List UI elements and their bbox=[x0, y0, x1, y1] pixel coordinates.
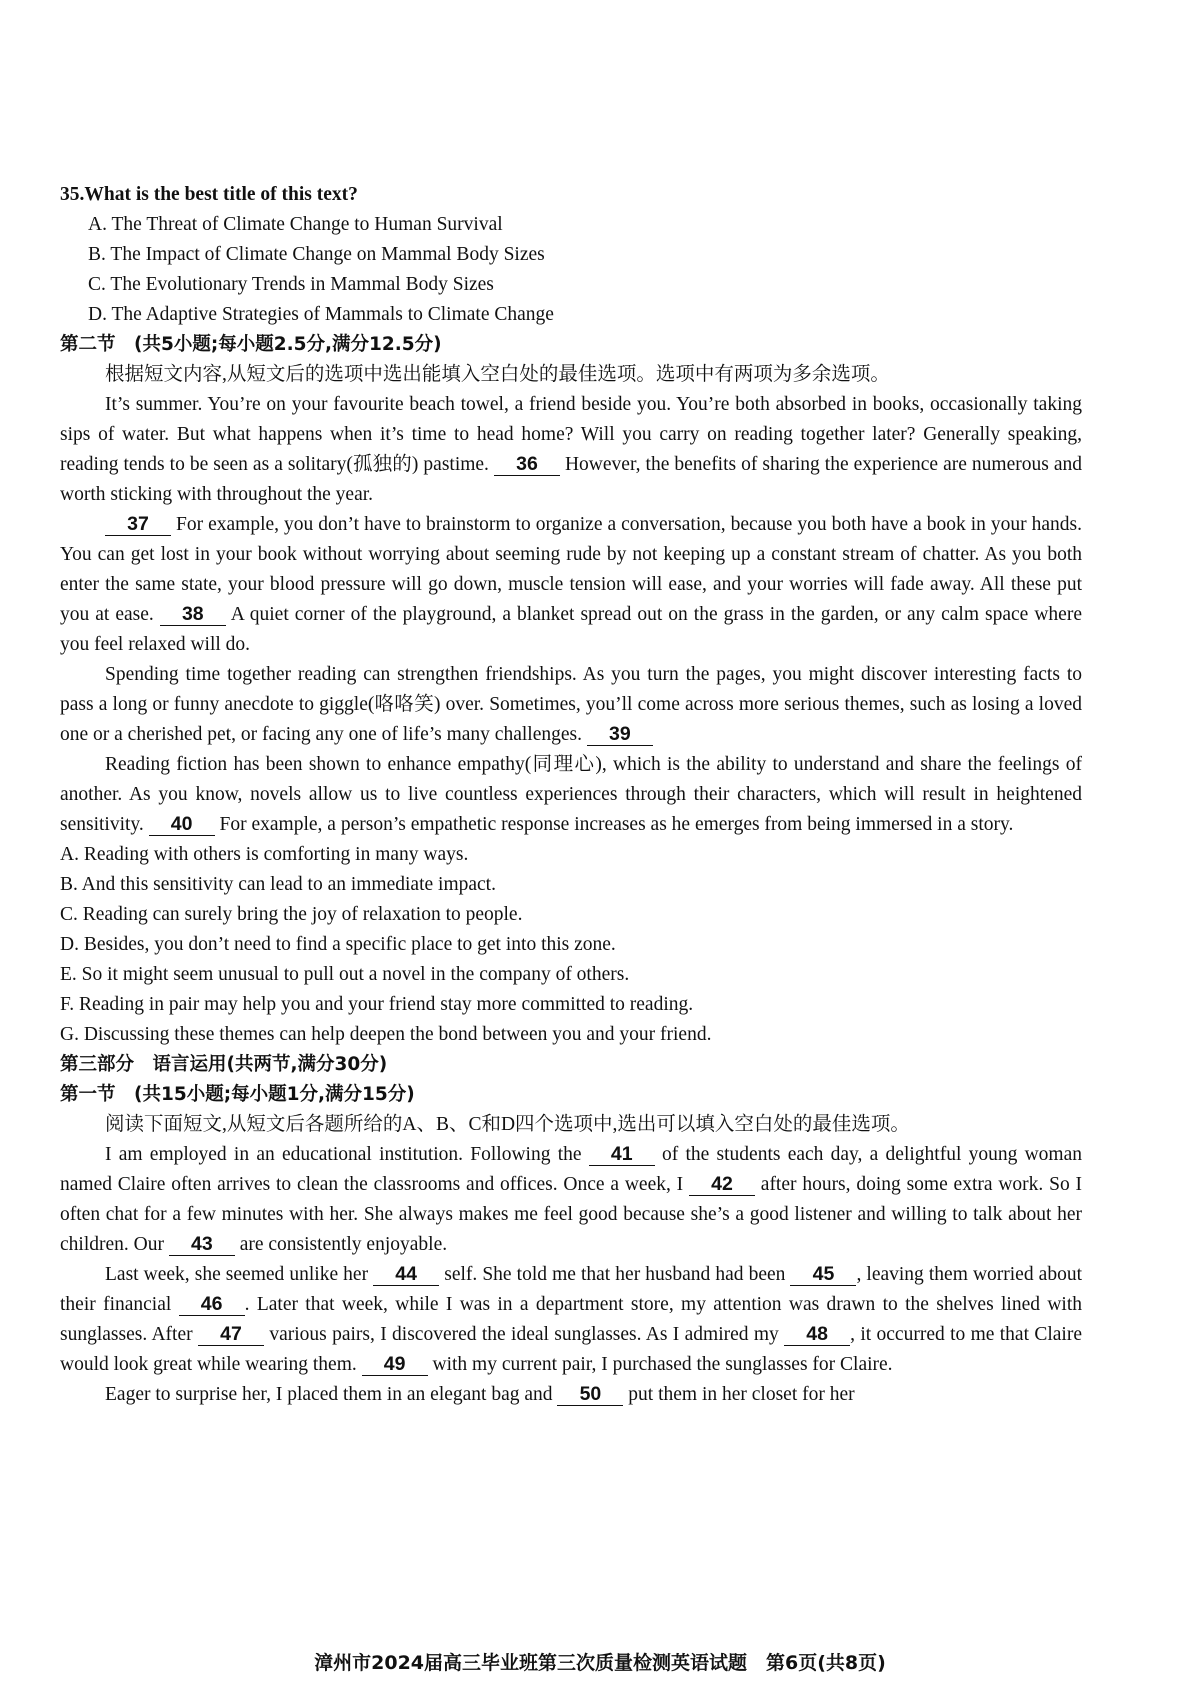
blank-40: 40 bbox=[149, 813, 215, 836]
blank-46: 46 bbox=[179, 1293, 245, 1316]
blank-43: 43 bbox=[169, 1233, 235, 1256]
blank-37: 37 bbox=[105, 513, 171, 536]
part3-instruction: 阅读下面短文,从短文后各题所给的A、B、C和D四个选项中,选出可以填入空白处的最佳选项。 bbox=[105, 1114, 910, 1135]
question-35-stem: 35.What is the best title of this text? bbox=[60, 184, 358, 205]
question-35 bbox=[60, 180, 1082, 210]
part3-section1-heading: 第一节 (共15小题;每小题1分,满分15分) bbox=[60, 1084, 415, 1105]
blank-36: 36 bbox=[494, 453, 560, 476]
passage-paragraph-2: 37 For example, you don’t have to brainstorm to organize a conversation, because you both have a book in your hands. You can get lost in your book without worrying about seeming rude by not keeping up a constant stream of chatter. As you both enter the same state, your blood pressure will go down, muscle tension will ease, and your worries will fade away. All these put you at ease. 38 A quiet corner of the playground, a blanket spread out on the grass in the garden, or any calm space where you feel relaxed will do. bbox=[60, 513, 1082, 655]
section2-option-f: F. Reading in pair may help you and your friend stay more committed to reading. bbox=[60, 994, 694, 1015]
page-footer: 漳州市2024届高三毕业班第三次质量检测英语试题 第6页(共8页) bbox=[314, 1652, 886, 1674]
blank-48: 48 bbox=[784, 1323, 850, 1346]
blank-47: 47 bbox=[198, 1323, 264, 1346]
blank-44: 44 bbox=[373, 1263, 439, 1286]
passage-paragraph-1: It’s summer. You’re on your favourite beach towel, a friend beside you. You’re both absorbed in books, occasionally taking sips of water. But what happens when it’s time to head home? Will you carry on reading together later? Generally speaking, reading tends to be seen as a solitary(孤独的) pastime. 36 However, the benefits of sharing the experience are numerous and worth sticking with throughout the year. bbox=[60, 394, 1082, 505]
passage-paragraph-4: Reading fiction has been shown to enhance empathy(同理心), which is the ability to understand and share the feelings of another. As you know, novels allow us to live countless experiences through their characters, which will result in heightened sensitivity. 40 For example, a person’s empathetic response increases as he emerges from being immersed in a story. bbox=[60, 754, 1082, 835]
section2-option-a: A. Reading with others is comforting in many ways. bbox=[60, 844, 469, 865]
exam-page bbox=[60, 180, 1082, 1410]
q35-option-b: B. The Impact of Climate Change on Mammal Body Sizes bbox=[88, 244, 545, 265]
blank-39: 39 bbox=[587, 723, 653, 746]
cloze-paragraph-3: Eager to surprise her, I placed them in an elegant bag and 50 put them in her closet for her bbox=[105, 1383, 855, 1405]
blank-41: 41 bbox=[589, 1143, 655, 1166]
q35-option-a: A. The Threat of Climate Change to Human Survival bbox=[88, 214, 503, 235]
passage-paragraph-3: Spending time together reading can strengthen friendships. As you turn the pages, you might discover interesting facts to pass a long or funny anecdote to giggle(咯咯笑) over. Sometimes, you’ll come across more serious themes, such as losing a loved one or a cherished pet, or facing any one of life’s many challenges. 39 bbox=[60, 664, 1082, 745]
part3-heading: 第三部分 语言运用(共两节,满分30分) bbox=[60, 1054, 388, 1075]
blank-42: 42 bbox=[689, 1173, 755, 1196]
blank-38: 38 bbox=[160, 603, 226, 626]
cloze-paragraph-1: I am employed in an educational institution. Following the 41 of the students each day, a delightful young woman named Claire often arrives to clean the classrooms and offices. Once a week, I 42 after hours, doing some extra work. So I often chat for a few minutes with her. She always makes me feel good because she’s a good listener and willing to talk about her children. Our 43 are consistently enjoyable. bbox=[60, 1143, 1082, 1255]
section2-option-b: B. And this sensitivity can lead to an immediate impact. bbox=[60, 874, 496, 895]
blank-45: 45 bbox=[790, 1263, 856, 1286]
blank-50: 50 bbox=[557, 1383, 623, 1406]
section2-option-e: E. So it might seem unusual to pull out a novel in the company of others. bbox=[60, 964, 630, 985]
section2-option-c: C. Reading can surely bring the joy of relaxation to people. bbox=[60, 904, 523, 925]
section2-option-g: G. Discussing these themes can help deepen the bond between you and your friend. bbox=[60, 1024, 712, 1045]
section2-option-d: D. Besides, you don’t need to find a specific place to get into this zone. bbox=[60, 934, 616, 955]
section2-heading: 第二节 (共5小题;每小题2.5分,满分12.5分) bbox=[60, 334, 442, 355]
q35-option-d: D. The Adaptive Strategies of Mammals to Climate Change bbox=[88, 304, 554, 325]
cloze-paragraph-2: Last week, she seemed unlike her 44 self. She told me that her husband had been 45 , leaving them worried about their financial 46 . Later that week, while I was in a department store, my attention was drawn to the shelves lined with sunglasses. After 47 various pairs, I discovered the ideal sunglasses. As I admired my 48 , it occurred to me that Claire would look great while wearing them. 49 with my current pair, I purchased the sunglasses for Claire. bbox=[60, 1263, 1083, 1375]
blank-49: 49 bbox=[362, 1353, 428, 1376]
section2-instruction: 根据短文内容,从短文后的选项中选出能填入空白处的最佳选项。选项中有两项为多余选项。 bbox=[105, 364, 890, 385]
q35-option-c: C. The Evolutionary Trends in Mammal Body Sizes bbox=[88, 274, 494, 295]
